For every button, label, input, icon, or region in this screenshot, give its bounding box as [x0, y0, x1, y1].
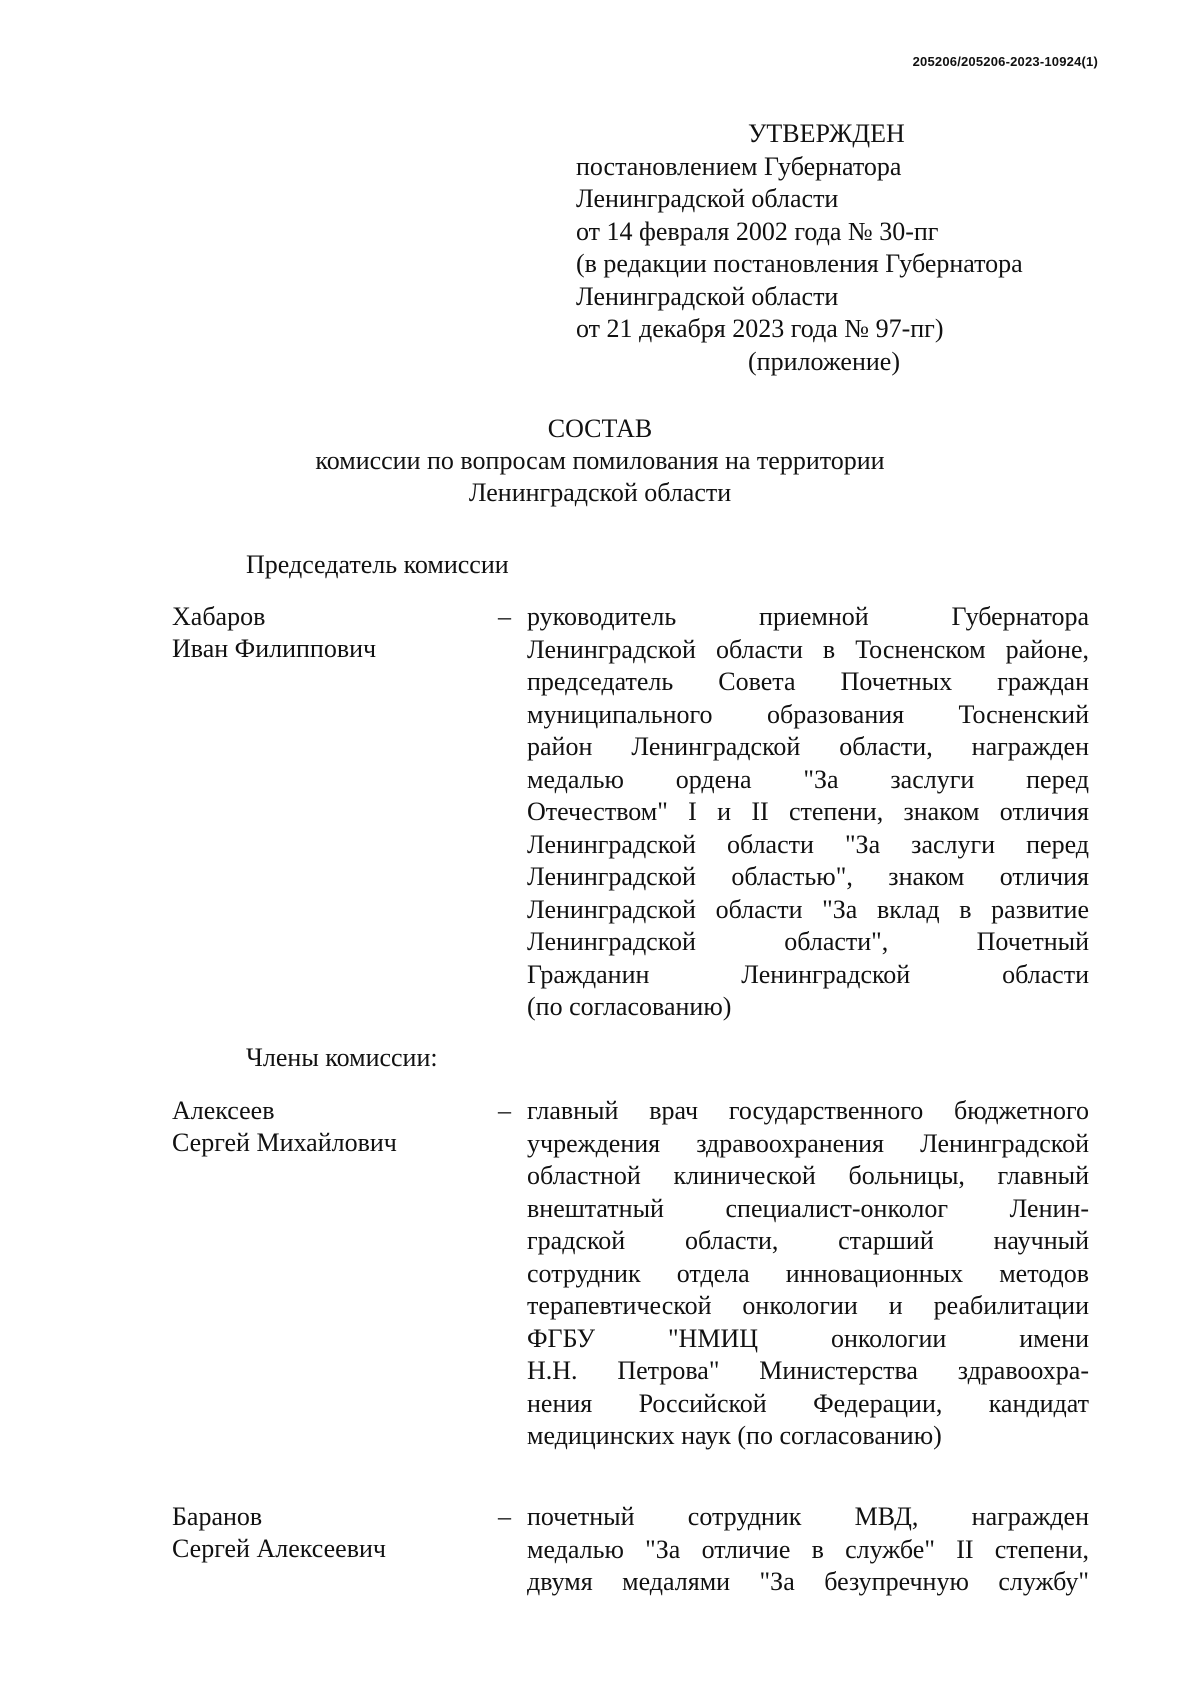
- member-name: [172, 1501, 386, 1565]
- approval-line: постановлением Губернатора: [576, 151, 902, 181]
- description-line: Ленинградской области "За вклад в развитие: [527, 894, 1089, 924]
- approval-line: (в редакции постановления Губернатора: [576, 249, 1023, 278]
- document-number: 205206/205206-2023-10924(1): [912, 54, 1098, 69]
- description-line: почетный сотрудник МВД, награжден: [527, 1502, 1089, 1531]
- description-line: главный врач государственного бюджетного: [527, 1096, 1089, 1125]
- description-line: медалью "За отличие в службе" II степени,: [527, 1534, 1089, 1564]
- approval-head: УТВЕРЖДЕН: [748, 119, 905, 148]
- member-description: [527, 601, 1089, 1024]
- member-surname: Баранов: [172, 1502, 263, 1531]
- description-line: (по согласованию): [527, 992, 732, 1021]
- description-line: сотрудник отдела инновационных методов: [527, 1258, 1089, 1288]
- document-title: СОСТАВ: [547, 414, 653, 443]
- approval-line: Ленинградской области: [576, 281, 839, 311]
- description-line: Гражданин Ленинградской области: [527, 959, 1089, 989]
- member-description: [527, 1095, 1089, 1453]
- description-line: район Ленинградской области, награжден: [527, 732, 1089, 761]
- section-members-heading: Члены комиссии:: [246, 1043, 438, 1072]
- description-line: Ленинградской области в Тосненском районе,: [527, 634, 1089, 664]
- description-line: нения Российской Федерации, кандидат: [527, 1388, 1089, 1418]
- member-name: [172, 1095, 397, 1159]
- member-name: [172, 601, 376, 665]
- member-surname: Хабаров: [172, 602, 266, 631]
- description-line: председатель Совета Почетных граждан: [527, 667, 1089, 696]
- description-line: внештатный специалист-онколог Ленин-: [527, 1193, 1089, 1223]
- approval-line: от 21 декабря 2023 года № 97-пг): [576, 314, 944, 343]
- approval-block: [576, 118, 1096, 378]
- description-line: областной клинической больницы, главный: [527, 1161, 1089, 1190]
- member-given-name: Сергей Михайлович: [172, 1128, 397, 1157]
- description-line: терапевтической онкологии и реабилитации: [527, 1291, 1089, 1320]
- subtitle-line: Ленинградской области: [468, 478, 732, 507]
- section-chair-heading: Председатель комиссии: [246, 550, 509, 579]
- description-line: Ленинградской области "За заслуги перед: [527, 829, 1089, 859]
- description-line: медалью ордена "За заслуги перед: [527, 764, 1089, 794]
- dash-separator: –: [498, 602, 511, 631]
- member-description: [527, 1501, 1089, 1599]
- approval-line: Ленинградской области: [576, 184, 839, 213]
- description-line: ФГБУ "НМИЦ онкологии имени: [527, 1323, 1089, 1353]
- description-line: учреждения здравоохранения Ленинградской: [527, 1128, 1089, 1158]
- description-line: градской области, старший научный: [527, 1226, 1089, 1255]
- approval-annex: (приложение): [748, 346, 901, 376]
- member-given-name: Сергей Алексеевич: [172, 1534, 386, 1563]
- member-given-name: Иван Филиппович: [172, 634, 377, 663]
- dash-separator: –: [498, 1096, 511, 1125]
- dash-separator: –: [498, 1502, 511, 1531]
- description-line: муниципального образования Тосненский: [527, 699, 1089, 729]
- description-line: двумя медалями "За безупречную службу": [527, 1567, 1089, 1596]
- description-line: медицинских наук (по согласованию): [527, 1421, 942, 1450]
- document-subtitle: [0, 445, 1200, 509]
- description-line: Н.Н. Петрова" Министерства здравоохра-: [527, 1356, 1089, 1385]
- description-line: Отечеством" I и II степени, знаком отличия: [527, 797, 1089, 826]
- approval-line: от 14 февраля 2002 года № 30-пг: [576, 216, 939, 246]
- description-line: Ленинградской области", Почетный: [527, 927, 1089, 956]
- description-line: Ленинградской областью", знаком отличия: [527, 862, 1089, 891]
- subtitle-line: комиссии по вопросам помилования на территории: [315, 446, 885, 475]
- description-line: руководитель приемной Губернатора: [527, 602, 1089, 631]
- member-surname: Алексеев: [172, 1096, 275, 1125]
